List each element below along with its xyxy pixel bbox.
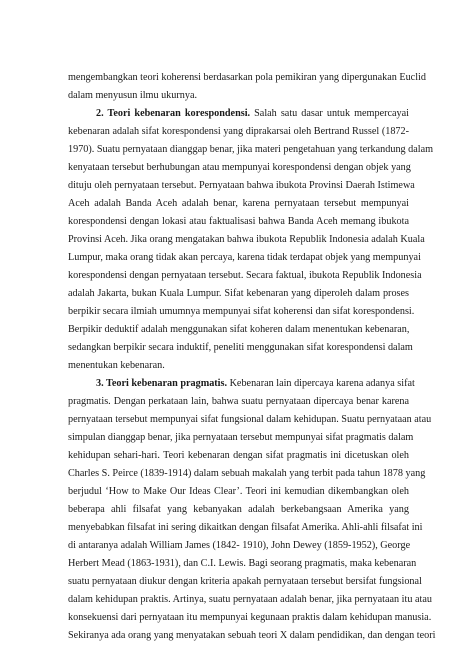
paragraph-line: adalah Jakarta, bukan Kuala Lumpur. Sifat kebenaran yang diperoleh dalam proses [68,288,409,299]
paragraph-line: dalam kehidupan praktis. Artinya, suatu pernyataan adalah benar, jika pernyataan itu atau [68,594,432,605]
paragraph-line: kenyataan tersebut berhubungan atau mempunyai korespondensi dengan objek yang [68,162,411,173]
paragraph-line: dituju oleh pernyataan tersebut. Pernyataan bahwa ibukota Provinsi Daerah Istimewa [68,180,415,191]
paragraph-line: simpulan dianggap benar, jika pernyataan tersebut mempunyai sifat pragmatis dalam [68,432,414,443]
paragraph-line: kebenaran adalah sifat korespondensi yang diprakarsai oleh Bertrand Russel (1872- [68,126,409,137]
paragraph-line: Sekiranya ada orang yang menyatakan sebuah teori X dalam pendidikan, dan dengan teori [68,630,436,641]
paragraph-line: kehidupan sehari-hari. Teori kebenaran dengan sifat pragmatis ini dicetuskan oleh [68,450,409,461]
section-2-first-line [96,107,409,120]
paragraph-line: mengembangkan teori koherensi berdasarkan pola pemikiran yang dipergunakan Euclid [68,72,426,83]
section-3-heading: 3. Teori kebenaran pragmatis. [96,378,228,389]
paragraph-line: Charles S. Peirce (1839-1914) dalam sebuah makalah yang terbit pada tahun 1878 yang [68,468,426,479]
paragraph-line: Berpikir deduktif adalah menggunakan sifat koheren dalam menentukan kebenaran, [68,324,410,335]
section-2-heading: 2. Teori kebenaran korespondensi. [96,108,251,119]
paragraph-line: korespondensi dengan lokasi atau faktualisasi bahwa Banda Aceh memang ibukota [68,216,409,227]
paragraph-line: korespondensi dengan pernyataan tersebut. Secara faktual, ibukota Republik Indonesia [68,270,422,281]
paragraph-line: sedangkan berpikir secara induktif, peneliti menggunakan sifat korespondensi dalam [68,342,413,353]
paragraph-text: Salah satu dasar untuk mempercayai [250,108,409,119]
paragraph-line: Lumpur, maka orang tidak akan percaya, karena tidak terdapat objek yang mempunyai [68,252,421,263]
paragraph-line: Aceh adalah Banda Aceh adalah benar, karena pernyataan tersebut mempunyai [68,198,409,209]
paragraph-line: suatu pernyataan diukur dengan kriteria apakah pernyataan tersebut bersifat fungsional [68,576,422,587]
paragraph-line: di antaranya adalah William James (1842- 1910), John Dewey (1859-1952), George [68,540,411,551]
paragraph-line: konsekuensi dari pernyataan itu mempunyai kegunaan praktis dalam kehidupan manusia. [68,612,432,623]
paragraph-line: menyebabkan filsafat ini sering dikaitkan dengan filsafat Amerika. Ahli-ahli filsafat ini [68,522,423,533]
paragraph-line: Provinsi Aceh. Jika orang mengatakan bahwa ibukota Republik Indonesia adalah Kuala [68,234,425,245]
paragraph-text: Kebenaran lain dipercaya karena adanya sifat [227,378,415,389]
paragraph-line: berpikir secara ilmiah umumnya mempunyai sifat koherensi dan sifat korespondensi. [68,306,415,317]
section-3-first-line [96,377,415,390]
paragraph-line: pragmatis. Dengan perkataan lain, bahwa suatu pernyataan dipercaya benar karena [68,396,409,407]
paragraph-line: menentukan kebenaran. [68,360,165,371]
paragraph-line: dalam menyusun ilmu ukurnya. [68,90,198,101]
paragraph-line: beberapa ahli filsafat yang kebanyakan adalah berkebangsaan Amerika yang [68,504,409,515]
paragraph-line: berjudul ‘How to Make Our Ideas Clear’. Teori ini kemudian dikembangkan oleh [68,486,409,497]
paragraph-line: pernyataan tersebut mempunyai sifat fungsional dalam kehidupan. Suatu pernyataan atau [68,414,432,425]
paragraph-line: 1970). Suatu pernyataan dianggap benar, jika materi pengetahuan yang terkandung dalam [68,144,434,155]
paragraph-line: Herbert Mead (1863-1931), dan C.I. Lewis. Bagi seorang pragmatis, maka kebenaran [68,558,417,569]
